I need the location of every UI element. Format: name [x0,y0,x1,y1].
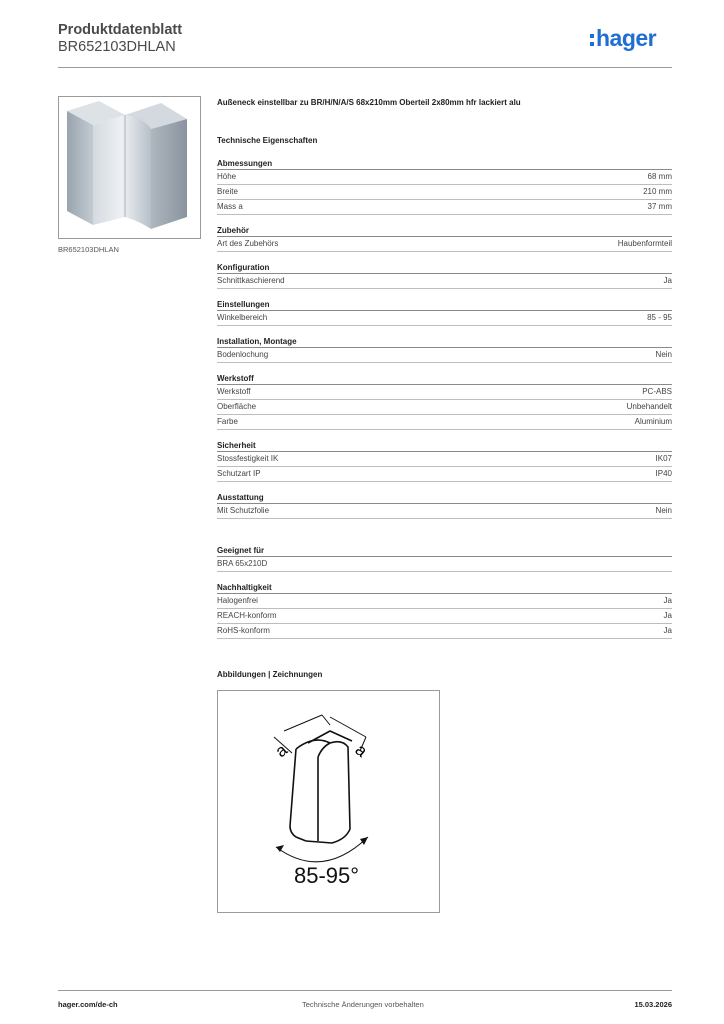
section-geeignet-fuer [217,545,672,572]
section-installation [217,336,672,363]
spec-label: Farbe [217,417,238,426]
spec-value: Ja [663,276,672,285]
spec-row [217,185,672,200]
spec-value: IK07 [655,454,672,463]
article-number: BR652103DHLAN [58,39,176,55]
product-photo-icon [59,97,200,238]
spec-row [217,200,672,215]
footer-date: 15.03.2026 [634,1000,672,1009]
spec-label: Stossfestigkeit IK [217,454,279,463]
product-description: Außeneck einstellbar zu BR/H/N/A/S 68x210mm Oberteil 2x80mm hfr lackiert alu [217,98,521,107]
spec-value: Haubenformteil [617,239,672,248]
corner-drawing-icon [218,691,439,912]
spec-row [217,400,672,415]
spec-label: Winkelbereich [217,313,268,322]
spec-row [217,609,672,624]
footer-website-link[interactable]: hager.com/de-ch [58,1000,118,1009]
spec-label: REACH-konform [217,611,277,620]
spec-row [217,452,672,467]
technical-drawing [217,690,440,913]
spec-row [217,385,672,400]
logo-text: hager [596,25,657,51]
spec-label: Art des Zubehörs [217,239,279,248]
spec-label: Schnittkaschierend [217,276,285,285]
section-spacer [217,529,672,545]
spec-value: 85 - 95 [647,313,672,322]
spec-value: 37 mm [647,202,672,211]
section-title: Sicherheit [217,440,672,452]
spec-label: Werkstoff [217,387,251,396]
spec-value: Unbehandelt [626,402,672,411]
spec-row [217,237,672,252]
spec-row [217,467,672,482]
spec-row [217,415,672,430]
product-image-caption: BR652103DHLAN [58,245,119,254]
section-ausstattung [217,492,672,519]
section-title: Nachhaltigkeit [217,582,672,594]
section-title: Werkstoff [217,373,672,385]
spec-row [217,274,672,289]
section-title: Zubehör [217,225,672,237]
section-konfiguration [217,262,672,289]
spec-value: 68 mm [647,172,672,181]
spec-label: Bodenlochung [217,350,269,359]
spec-row [217,594,672,609]
section-einstellungen [217,299,672,326]
spec-column [217,96,672,649]
section-zubehoer [217,225,672,252]
spec-label: Oberfläche [217,402,257,411]
spec-label: Höhe [217,172,237,181]
section-abmessungen [217,158,672,215]
spec-label: BRA 65x210D [217,559,268,568]
section-title: Installation, Montage [217,336,672,348]
section-title: Ausstattung [217,492,672,504]
section-title: Geeignet für [217,545,672,557]
spec-value: IP40 [655,469,672,478]
spec-row [217,504,672,519]
logo-colon-mark [590,34,594,50]
footer-note: Technische Änderungen vorbehalten [302,1000,424,1009]
spec-value: Ja [663,626,672,635]
spec-row [217,557,672,572]
page-header [58,22,672,70]
header-divider [58,67,672,68]
spec-value: PC-ABS [642,387,672,396]
spec-row [217,311,672,326]
document-title: Produktdatenblatt [58,22,183,38]
spec-label: Breite [217,187,238,196]
spec-value: Nein [655,350,672,359]
section-title: Abmessungen [217,158,672,170]
spec-label: Mit Schutzfolie [217,506,270,515]
section-sicherheit [217,440,672,482]
spec-value: 210 mm [643,187,672,196]
dim-label-left: a [271,740,291,762]
tech-properties-heading: Technische Eigenschaften [217,136,318,145]
spec-label: Mass a [217,202,243,211]
hager-logo [590,25,672,54]
spec-value: Aluminium [634,417,672,426]
spec-label: Halogenfrei [217,596,258,605]
spec-row [217,624,672,639]
spec-row [217,348,672,363]
section-werkstoff [217,373,672,430]
drawings-heading: Abbildungen | Zeichnungen [217,670,323,679]
dim-label-right: a [351,740,372,761]
section-title: Konfiguration [217,262,672,274]
spec-value: Nein [655,506,672,515]
page-footer [58,990,672,1010]
angle-range-label: 85-95° [294,863,360,888]
product-image [58,96,201,239]
spec-value: Ja [663,611,672,620]
spec-row [217,170,672,185]
section-title: Einstellungen [217,299,672,311]
spec-label: Schutzart IP [217,469,261,478]
spec-label: RoHS-konform [217,626,270,635]
spec-value: Ja [663,596,672,605]
section-nachhaltigkeit [217,582,672,639]
